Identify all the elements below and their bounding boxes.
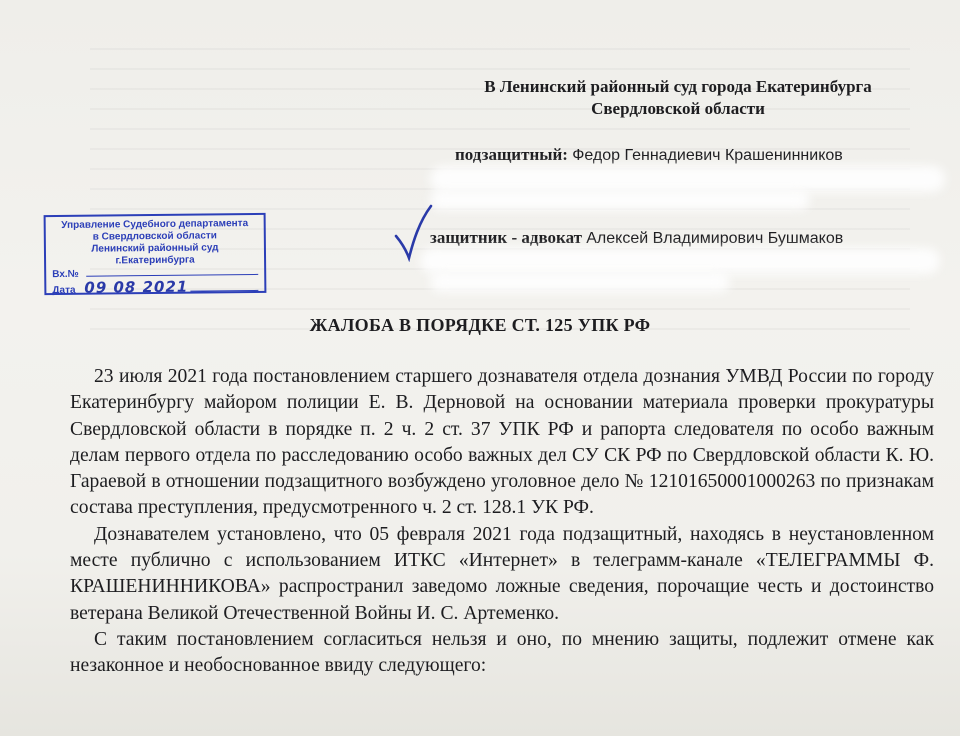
stamp-incoming-label: Вх.№ bbox=[52, 268, 79, 281]
defender-name: Алексей Владимирович Бушмаков bbox=[586, 230, 844, 247]
stamp-date-line bbox=[190, 290, 258, 292]
court-registry-stamp bbox=[44, 213, 267, 295]
redaction-mark bbox=[420, 248, 940, 274]
addressee-region: Свердловской области bbox=[591, 99, 765, 118]
stamp-date-row bbox=[52, 277, 258, 297]
stamp-incoming-line bbox=[86, 274, 258, 277]
stamp-date-label: Дата bbox=[52, 284, 76, 297]
paragraph: 23 июля 2021 года постановлением старшего дознавателя отдела дознания УМВД России по городу Екатеринбургу майором полиции Е. В. Дерновой на основании материала проверки прокуратуры Свердловской области в порядке п. 2 ч. 2 ст. 37 УПК РФ и рапорта следователя по особо важным делам первого отдела по расследованию особо важных дел СУ СК РФ по Свердловской области К. Ю. Гараевой в отношении подзащитного возбуждено уголовное дело № 12101650001000263 по признакам состава преступления, предусмотренного ч. 2 ст. 128.1 УК РФ. bbox=[70, 366, 934, 519]
stamp-date-value: 09 08 2021 bbox=[84, 277, 189, 297]
client-name: Федор Геннадиевич Крашенинников bbox=[572, 147, 843, 164]
stamp-line: в Свердловской области bbox=[92, 230, 217, 243]
addressee-block bbox=[458, 76, 898, 120]
client-role: подзащитный: bbox=[455, 145, 568, 164]
defender-line bbox=[430, 228, 843, 248]
paragraph: С таким постановлением согласиться нельзя и оно, по мнению защиты, подлежит отмене как незаконное и необоснованное ввиду следующего: bbox=[70, 628, 934, 677]
addressee-court: В Ленинский районный суд города Екатеринбурга bbox=[484, 77, 872, 96]
stamp-line: Управление Судебного департамента bbox=[61, 218, 249, 231]
client-line bbox=[455, 145, 843, 165]
paragraph: Дознавателем установлено, что 05 февраля 2021 года подзащитный, находясь в неустановленном месте публично с использованием ИТКС «Интернет» в телеграмм-канале «ТЕЛЕГРАММЫ Ф. КРАШЕНИННИКОВА» распространил заведомо ложные сведения, порочащие честь и достоинство ветерана Великой Отечественной Войны И. С. Артеменко. bbox=[70, 523, 934, 624]
redaction-mark bbox=[430, 166, 945, 192]
document-title: ЖАЛОБА В ПОРЯДКЕ СТ. 125 УПК РФ bbox=[309, 315, 651, 335]
stamp-line: Ленинский районный суд г.Екатеринбурга bbox=[91, 242, 219, 267]
document-body bbox=[70, 364, 934, 680]
redaction-mark bbox=[430, 272, 730, 292]
redaction-mark bbox=[430, 190, 810, 210]
defender-role: защитник - адвокат bbox=[430, 228, 582, 247]
